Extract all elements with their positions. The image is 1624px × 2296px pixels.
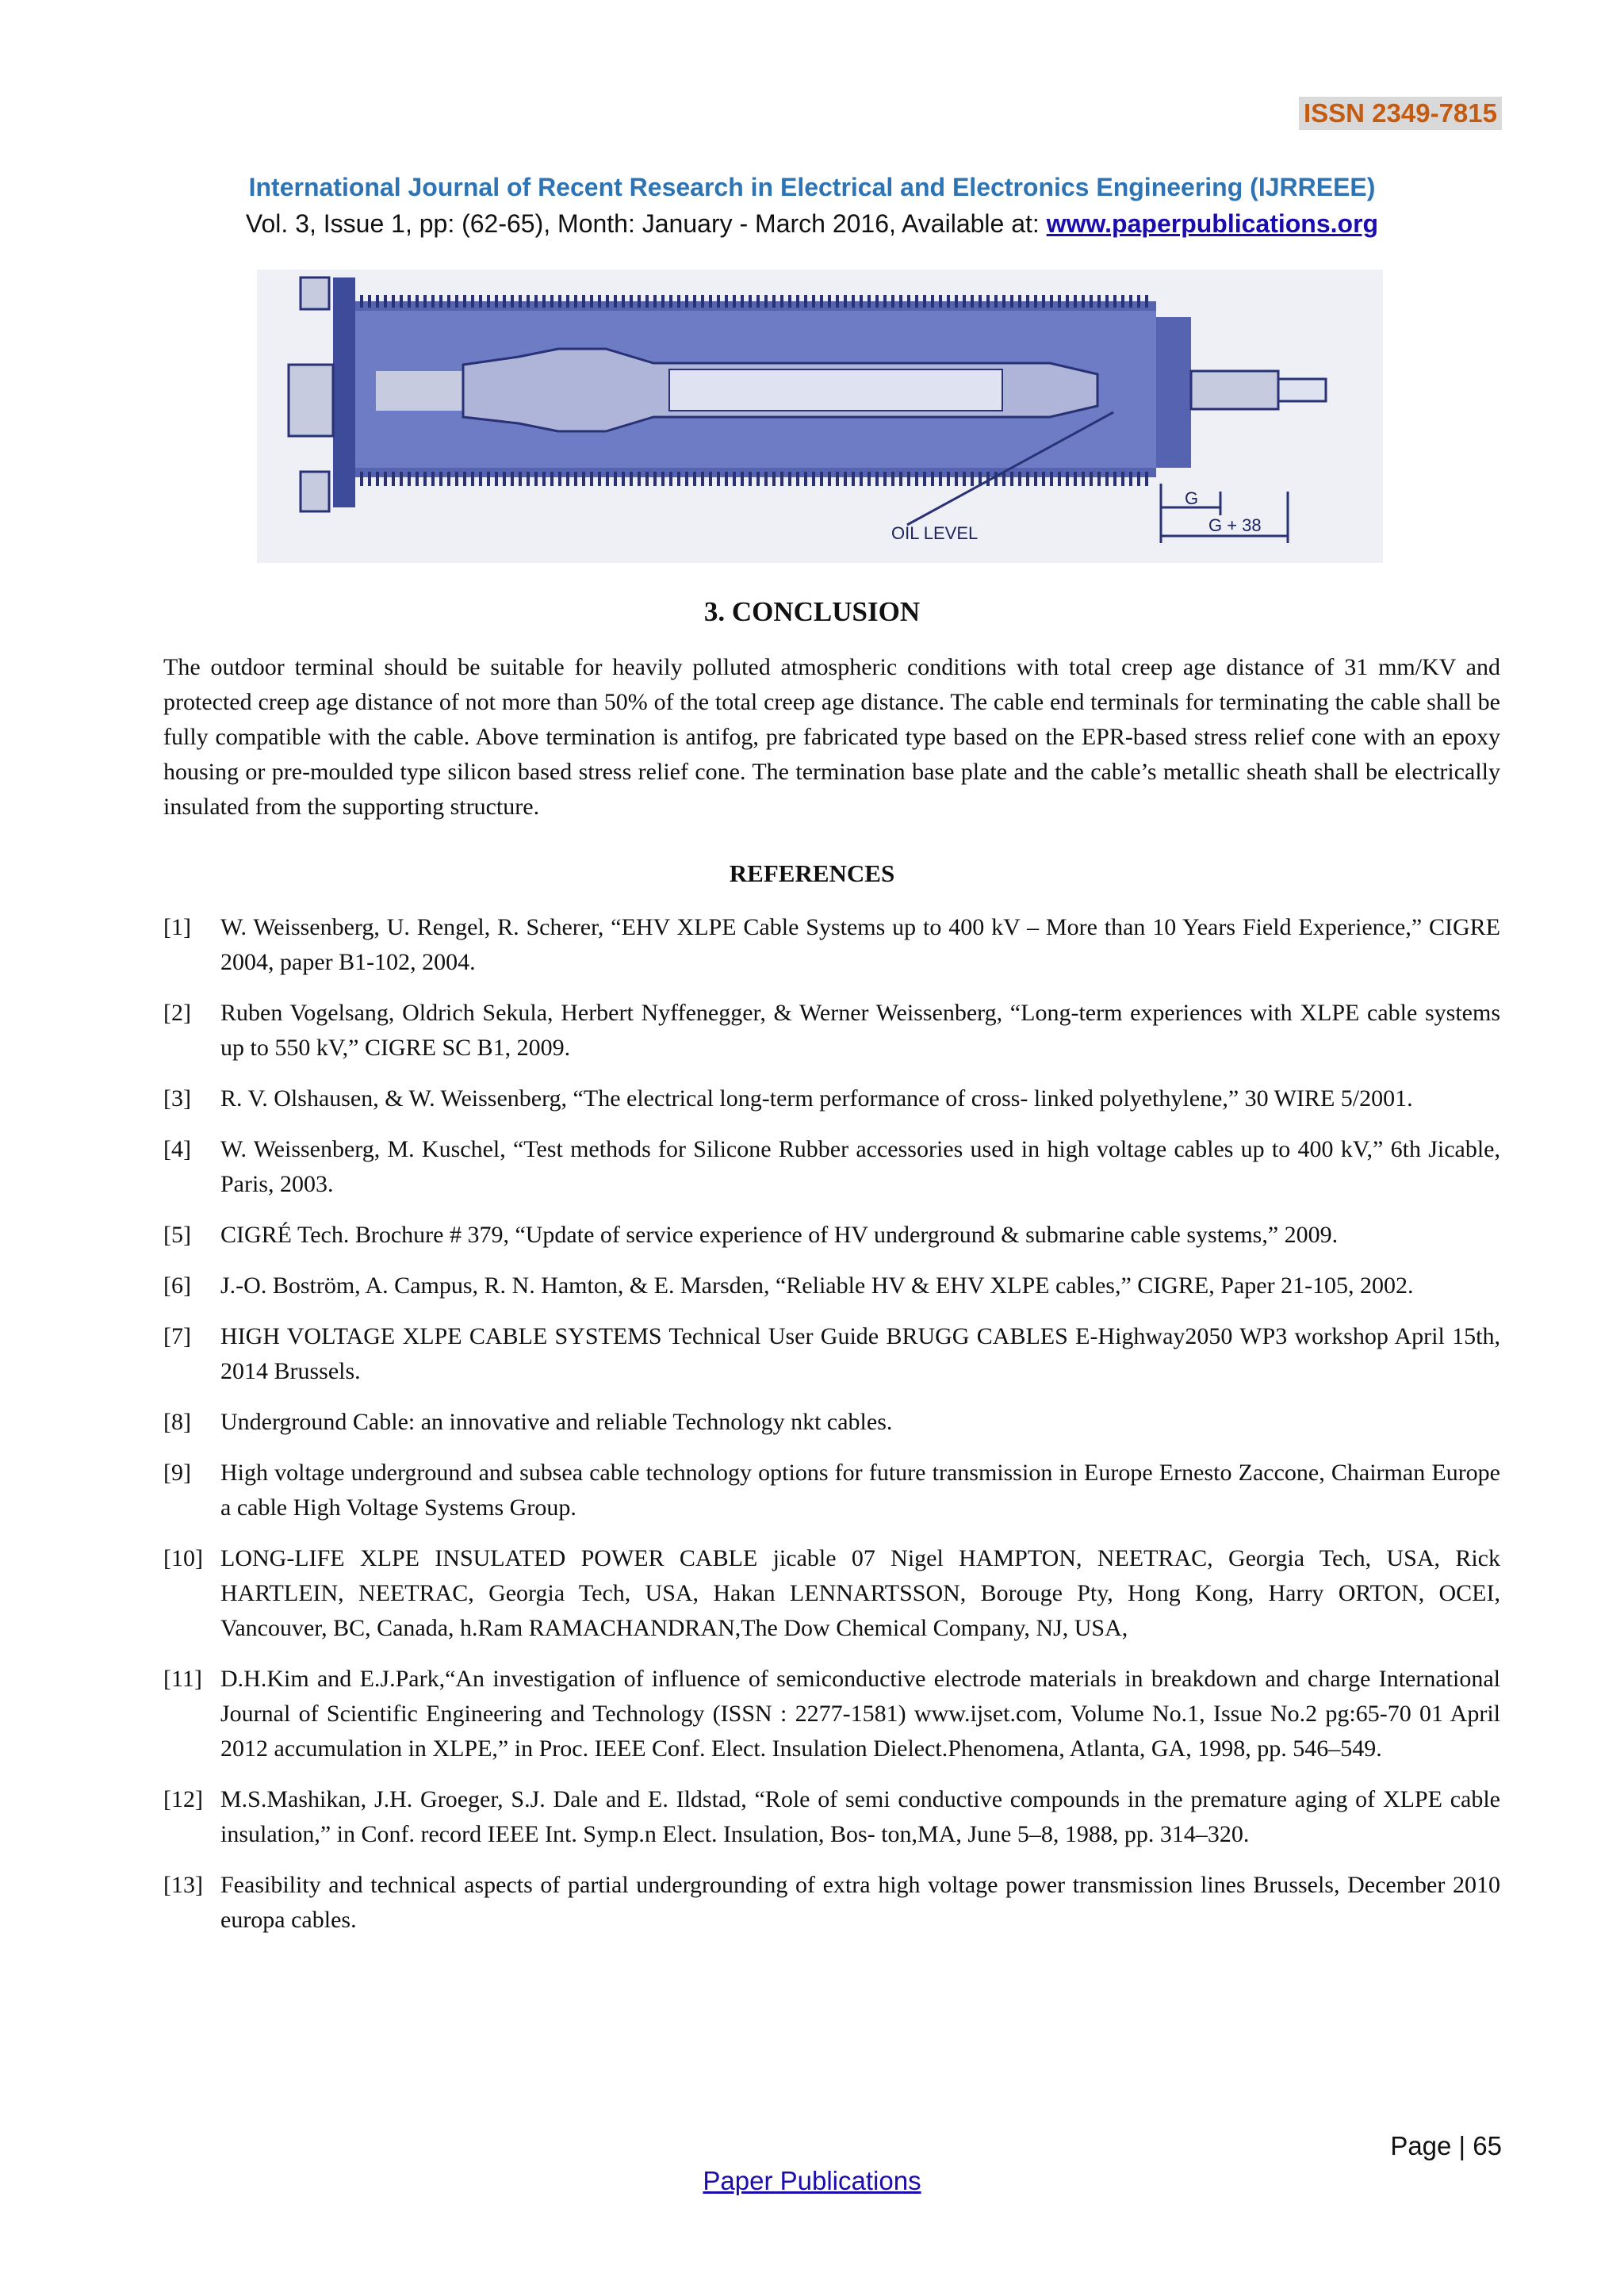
volume-line <box>0 209 1624 239</box>
reference-number: [6] <box>163 1272 191 1299</box>
reference-item <box>163 1319 1500 1389</box>
reference-item <box>163 1218 1500 1253</box>
reference-text: High voltage underground and subsea cable technology options for future transmission in Europe Ernesto Zaccone, Chairman Europe a cable High Voltage Systems Group. <box>220 1460 1500 1521</box>
dimension-g-label: G <box>1185 488 1199 508</box>
reference-number: [3] <box>163 1085 191 1112</box>
reference-number: [8] <box>163 1409 191 1435</box>
reference-number: [9] <box>163 1460 191 1486</box>
reference-number: [13] <box>163 1872 203 1898</box>
reference-number: [7] <box>163 1323 191 1349</box>
footer <box>0 2166 1624 2196</box>
reference-text: W. Weissenberg, M. Kuschel, “Test methods for Silicone Rubber accessories used in high voltage cables up to 400 kV,” 6th Jicable, Paris, 2003. <box>220 1136 1500 1197</box>
publisher-link[interactable]: Paper Publications <box>703 2166 921 2195</box>
reference-number: [10] <box>163 1545 203 1571</box>
reference-text: Ruben Vogelsang, Oldrich Sekula, Herbert Nyffenegger, & Werner Weissenberg, “Long-term experiences with XLPE cable systems up to 550 kV,” CIGRE SC B1, 2009. <box>220 1000 1500 1061</box>
reference-item <box>163 910 1500 980</box>
reference-text: M.S.Mashikan, J.H. Groeger, S.J. Dale and E. Ildstad, “Role of semi conductive compounds in the premature aging of XLPE cable insulation,” in Conf. record IEEE Int. Symp.n Elect. Insulation, Bos- ton,MA, June 5–8, 1988, pp. 314–320. <box>220 1786 1500 1847</box>
reference-text: J.-O. Boström, A. Campus, R. N. Hamton, & E. Marsden, “Reliable HV & EHV XLPE cables,” CIGRE, Paper 21-105, 2002. <box>220 1272 1414 1299</box>
dimension-g38-label: G + 38 <box>1208 515 1262 535</box>
reference-number: [11] <box>163 1666 202 1692</box>
reference-number: [5] <box>163 1222 191 1248</box>
reference-item <box>163 1081 1500 1116</box>
reference-item <box>163 1662 1500 1766</box>
reference-item <box>163 1541 1500 1646</box>
reference-text: HIGH VOLTAGE XLPE CABLE SYSTEMS Technical User Guide BRUGG CABLES E-Highway2050 WP3 workshop April 15th, 2014 Brussels. <box>220 1323 1500 1384</box>
reference-text: R. V. Olshausen, & W. Weissenberg, “The electrical long-term performance of cross- linked polyethylene,” 30 WIRE 5/2001. <box>220 1085 1413 1112</box>
cable-termination-figure <box>257 270 1383 563</box>
journal-website-link[interactable]: www.paperpublications.org <box>1046 209 1379 238</box>
journal-title: International Journal of Recent Research in Electrical and Electronics Engineering (IJRREEE) <box>248 173 1376 201</box>
reference-item <box>163 1269 1500 1303</box>
reference-item <box>163 996 1500 1066</box>
references-title: REFERENCES <box>729 859 895 887</box>
reference-item <box>163 1405 1500 1440</box>
conclusion-paragraph: The outdoor terminal should be suitable for heavily polluted atmospheric conditions with total creep age distance of 31 mm/KV and protected creep age distance of not more than 50% of the total creep age distance. The cable end terminals for terminating the cable shall be fully compatible with the cable. Above termination is antifog, pre fabricated type based on the EPR-based stress relief cone with an epoxy housing or pre-moulded type silicon based stress relief cone. The termination base plate and the cable’s metallic sheath shall be electrically insulated from the supporting structure. <box>163 654 1500 820</box>
issn-badge: ISSN 2349-7815 <box>1299 97 1502 130</box>
reference-number: [4] <box>163 1136 191 1162</box>
reference-text: D.H.Kim and E.J.Park,“An investigation of influence of semiconductive electrode materials in breakdown and charge International Journal of Scientific Engineering and Technology (ISSN : 2277-1581) www.ijset.com, Volume No.1, Issue No.2 pg:65-70 01 April 2012 accumulation in XLPE,” in Proc. IEEE Conf. Elect. Insulation Dielect.Phenomena, Atlanta, GA, 1998, pp. 546–549. <box>220 1666 1500 1762</box>
page-number: Page | 65 <box>1390 2131 1502 2160</box>
reference-text: CIGRÉ Tech. Brochure # 379, “Update of service experience of HV underground & submarine cable systems,” 2009. <box>220 1222 1339 1248</box>
reference-number: [2] <box>163 1000 191 1026</box>
reference-item <box>163 1132 1500 1202</box>
reference-item <box>163 1868 1500 1938</box>
reference-text: LONG-LIFE XLPE INSULATED POWER CABLE jicable 07 Nigel HAMPTON, NEETRAC, Georgia Tech, USA, Rick HARTLEIN, NEETRAC, Georgia Tech, USA, Hakan LENNARTSSON, Borouge Pty, Hong Kong, Harry ORTON, OCEI, Vancouver, BC, Canada, h.Ram RAMACHANDRAN,The Dow Chemical Company, NJ, USA, <box>220 1545 1500 1641</box>
section-heading: 3. CONCLUSION <box>703 596 921 627</box>
reference-number: [1] <box>163 914 191 940</box>
reference-item <box>163 1782 1500 1852</box>
reference-item <box>163 1456 1500 1525</box>
oil-level-label: OIL LEVEL <box>891 523 979 543</box>
volume-text: Vol. 3, Issue 1, pp: (62-65), Month: January - March 2016, Available at: <box>245 209 1047 238</box>
reference-list <box>163 910 1500 1954</box>
reference-text: Underground Cable: an innovative and reliable Technology nkt cables. <box>220 1409 893 1435</box>
reference-number: [12] <box>163 1786 203 1812</box>
reference-text: W. Weissenberg, U. Rengel, R. Scherer, “EHV XLPE Cable Systems up to 400 kV – More than 10 Years Field Experience,” CIGRE 2004, paper B1-102, 2004. <box>220 914 1500 975</box>
reference-text: Feasibility and technical aspects of partial undergrounding of extra high voltage power transmission lines Brussels, December 2010 europa cables. <box>220 1872 1500 1933</box>
